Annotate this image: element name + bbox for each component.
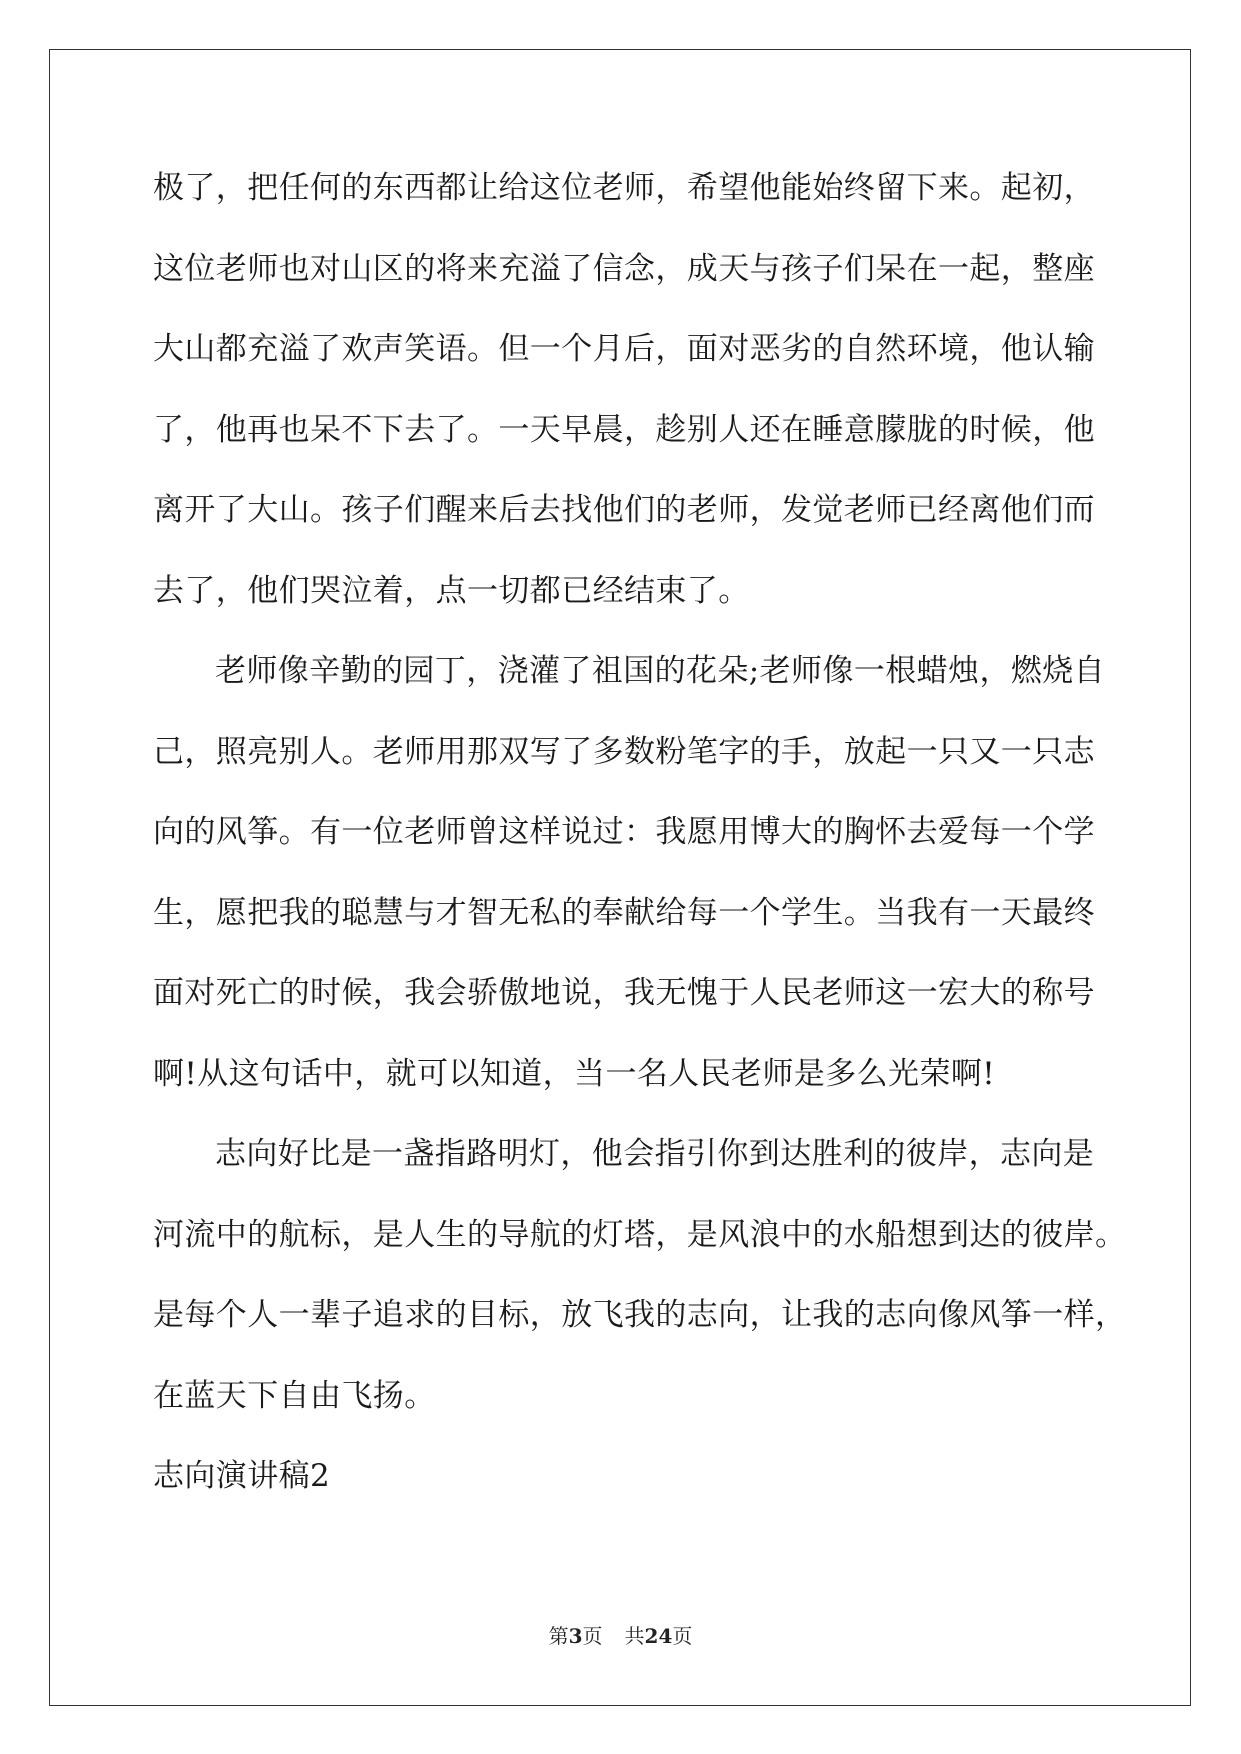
body-line: 离开了大山。孩子们醒来后去找他们的老师，发觉老师已经离他们而	[153, 492, 1095, 528]
body-line: 去了，他们哭泣着，点一切都已经结束了。	[153, 572, 750, 609]
body-line: 是每个人一辈子追求的目标，放飞我的志向，让我的志向像风筝一样，	[153, 1297, 1127, 1333]
body-line: 河流中的航标，是人生的导航的灯塔，是风浪中的水船想到达的彼岸。	[153, 1216, 1127, 1253]
paragraph-start-line: 老师像辛勤的园丁，浇灌了祖国的花朵;老师像一根蜡烛，燃烧自	[215, 653, 1106, 689]
footer-page-suffix: 页	[582, 1624, 603, 1648]
current-page-number: 3	[568, 1624, 583, 1648]
footer-prefix: 第	[548, 1624, 569, 1648]
body-line: 生，愿把我的聪慧与才智无私的奉献给每一个学生。当我有一天最终	[153, 894, 1095, 931]
total-page-count: 24	[644, 1624, 673, 1648]
body-line: 向的风筝。有一位老师曾这样说过：我愿用博大的胸怀去爱每一个学	[153, 814, 1095, 850]
footer-total-suffix: 页	[672, 1624, 693, 1648]
body-line: 大山都充溢了欢声笑语。但一个月后，面对恶劣的自然环境，他认输	[153, 331, 1095, 367]
body-line: 面对死亡的时候，我会骄傲地说，我无愧于人民老师这一宏大的称号	[153, 975, 1095, 1011]
body-line: 极了，把任何的东西都让给这位老师，希望他能始终留下来。起初，	[153, 170, 1095, 206]
document-body	[153, 160, 1127, 1529]
body-line: 啊!从这句话中，就可以知道，当一名人民老师是多么光荣啊!	[153, 1055, 996, 1092]
paragraph-start-line: 志向好比是一盏指路明灯，他会指引你到达胜利的彼岸，志向是	[215, 1136, 1095, 1172]
footer-total-prefix: 共	[624, 1624, 645, 1648]
body-line: 了，他再也呆不下去了。一天早晨，趁别人还在睡意朦胧的时候，他	[153, 411, 1095, 448]
page-footer	[0, 1620, 1241, 1649]
section-heading: 志向演讲稿2	[153, 1458, 331, 1494]
body-line: 在蓝天下自由飞扬。	[153, 1377, 436, 1414]
body-line: 己，照亮别人。老师用那双写了多数粉笔字的手，放起一只又一只志	[153, 733, 1095, 770]
body-line: 这位老师也对山区的将来充溢了信念，成天与孩子们呆在一起，整座	[153, 250, 1095, 287]
